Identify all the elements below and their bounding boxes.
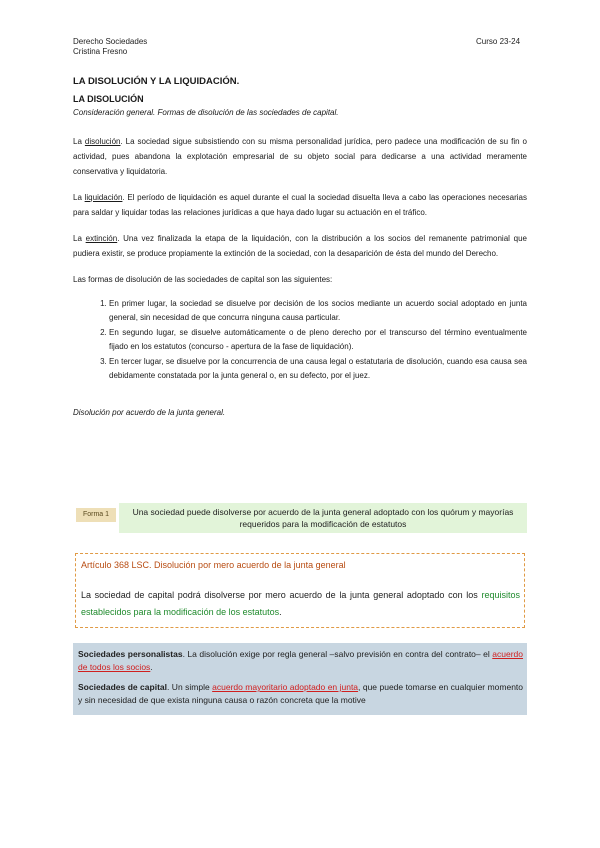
page-title: LA DISOLUCIÓN Y LA LIQUIDACIÓN. <box>73 76 240 87</box>
comparison-capital: Sociedades de capital. Un simple acuerdo mayoritario adoptado en junta, que puede tomarse en cualquier momento y sin necesidad de que exista ninguna causa o razón concreta que la motive <box>78 682 524 705</box>
section-heading: LA DISOLUCIÓN <box>73 94 144 104</box>
header-subject: Derecho Sociedades <box>73 37 148 46</box>
forms-list <box>73 297 527 383</box>
section-intro-italic: Consideración general. Formas de disolución de las sociedades de capital. <box>73 108 339 117</box>
list-item: 1. En primer lugar, la sociedad se disuelve por decisión de los socios mediante un acuerdo social adoptado en junta general, sin necesidad de que concurra ninguna causa particular. <box>109 297 527 325</box>
comparison-personalistas: Sociedades personalistas. La disolución exige por regla general –salvo previsión en contra del contrato– el acuerdo de todos los socios. <box>78 649 523 672</box>
idea-text: Una sociedad puede disolverse por acuerdo de la junta general adoptado con los quórum y mayorías requeridos para la modificación de estatutos <box>119 503 527 533</box>
header-course: Curso 23-24 <box>476 37 521 46</box>
page-header-left <box>73 37 147 57</box>
term-liquidacion: liquidación <box>84 193 123 202</box>
list-item: 3. En tercer lugar, se disuelve por la concurrencia de una causa legal o estatutaria de disolución, cuando esa causa sea debidamente constatada por la junta general o, en su defecto, por el juez. <box>109 355 527 383</box>
definition-liquidacion: La liquidación. El período de liquidación es aquel durante el cual la sociedad disuelta lleva a cabo las operaciones necesarias para saldar y liquidar todas las relaciones jurídicas a que haya dado lugar su actuación en el tráfico. <box>73 193 527 217</box>
highlight-acuerdo-todos: acuerdo de todos los socios <box>78 649 523 672</box>
forms-intro: Las formas de disolución de las sociedades de capital son las siguientes: <box>73 275 333 284</box>
article-box <box>75 553 525 628</box>
definition-disolucion: La disolución. La sociedad sigue subsistiendo con su misma personalidad jurídica, pero padece una modificación de su fin o actividad, pues abandona la explotación empresarial de su objeto social para dedicarse a una actividad meramente conservativa y liquidatoria. <box>73 137 527 176</box>
highlight-acuerdo-mayoritario: acuerdo mayoritario adoptado en junta <box>212 682 359 692</box>
article-text: La sociedad de capital podrá disolverse por mero acuerdo de la junta general adoptado con los requisitos establecidos para la modificación de los estatutos. <box>81 590 520 617</box>
term-extincion: extinción <box>85 234 118 243</box>
comparison-box <box>73 643 527 715</box>
document-body <box>73 76 527 417</box>
header-author: Cristina Fresno <box>73 47 128 56</box>
list-item: 2. En segundo lugar, se disuelve automáticamente o de pleno derecho por el transcurso del término eventualmente fijado en los estatutos (concurso - apertura de la fase de liquidación). <box>109 326 527 354</box>
idea-tag: Forma 1 <box>76 508 116 522</box>
article-highlight: requisitos establecidos para la modificación de los estatutos <box>81 590 520 617</box>
term-disolucion: disolución <box>84 137 121 146</box>
definition-extincion: La extinción. Una vez finalizada la etapa de la liquidación, con la distribución a los socios del remanente patrimonial que pudiera existir, se produce propiamente la extinción de la sociedad, con la desaparición de ésta del mundo del Derecho. <box>73 234 527 258</box>
section-two-italic: Disolución por acuerdo de la junta general. <box>73 408 226 417</box>
idea-callout <box>73 503 527 533</box>
article-title: Artículo 368 LSC. Disolución por mero acuerdo de la junta general <box>81 560 346 570</box>
